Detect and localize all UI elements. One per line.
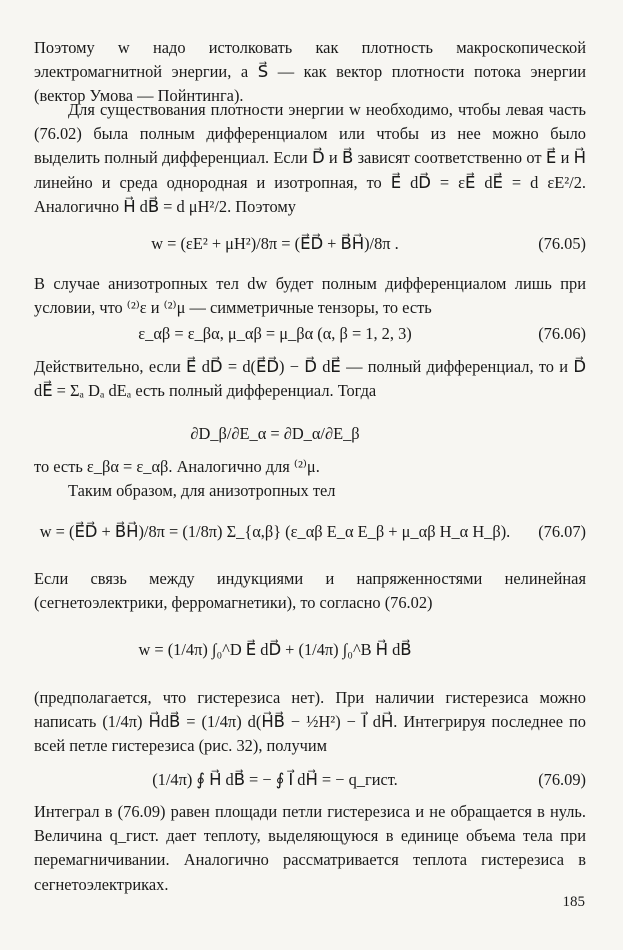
equation-76-05 [34,234,586,274]
paragraph-6: Таким образом, для анизотропных тел [68,481,336,500]
equation-nonlinear-energy [34,640,586,680]
paragraph-3: В случае анизотропных тел dw будет полным дифференциалом лишь при условии, что ⁽²⁾ε и ⁽²⁾μ — симметричные тензоры, то есть [34,274,586,318]
equation-formula: w = (1/4π) ∫₀^D E⃗ dD⃗ + (1/4π) ∫₀^B H⃗ dB⃗ [138,640,412,659]
equation-formula: ε_αβ = ε_βα, μ_αβ = μ_βα (α, β = 1, 2, 3) [138,324,412,343]
paragraph-9: Интеграл в (76.09) равен площади петли гистерезиса и не обращается в нуль. Величина q_гист. дает теплоту, выделяющуюся в единице объема тела при перемагничивании. Аналогично рассматривается теплота гистерезиса в сегнетоэлектриках. [34,802,586,894]
equation-number: (76.07) [538,522,586,541]
page-number: 185 [562,894,585,910]
equation-number: (76.09) [538,770,586,789]
paragraph-7: Если связь между индукциями и напряженностями нелинейная (сегнетоэлектрики, ферромагнетики), то согласно (76.02) [34,569,586,613]
paragraph-5: то есть ε_βα = ε_αβ. Аналогично для ⁽²⁾μ. [34,457,320,476]
paragraph-1: Поэтому w надо истолковать как плотность макроскопической электромагнитной энергии, а S⃗ — как вектор плотности потока энергии (вектор Умова — Пойнтинга). [34,38,586,106]
equation-formula: w = (E⃗D⃗ + B⃗H⃗)/8π = (1/8π) Σ_{α,β} (ε_αβ E_α E_β + μ_αβ H_α H_β). [39,522,511,541]
equation-76-07 [34,522,586,562]
equation-formula: ∂D_β/∂E_α = ∂D_α/∂E_β [190,424,360,443]
equation-number: (76.06) [538,324,586,343]
equation-formula: w = (εE² + μH²)/8π = (E⃗D⃗ + B⃗H⃗)/8π . [151,234,399,253]
equation-formula: (1/4π) ∮ H⃗ dB⃗ = − ∮ I⃗ dH⃗ = − q_гист. [152,770,398,789]
paragraph-2: Для существования плотности энергии w необходимо, чтобы левая часть (76.02) была полным дифференциалом или чтобы из нее можно было выделить полный дифференциал. Если D⃗ и B⃗ зависят соответственно от E⃗ и H⃗ линейно и среда однородная и изотропная, то E⃗ dD⃗ = εE⃗ dE⃗ = d εE²/2. Аналогично H⃗ dB⃗ = d μH²/2. Поэтому [34,100,586,216]
equation-number: (76.05) [538,234,586,253]
paragraph-8: (предполагается, что гистерезиса нет). При наличии гистерезиса можно написать (1/4π) H⃗dB⃗ = (1/4π) d(H⃗B⃗ − ½H²) − I⃗ dH⃗. Интегрируя последнее по всей петле гистерезиса (рис. 32), получим [34,688,586,756]
paragraph-4: Действительно, если E⃗ dD⃗ = d(E⃗D⃗) − D⃗ dE⃗ — полный дифференциал, то и D⃗ dE⃗ = Σₐ Dₐ dEₐ есть полный дифференциал. Тогда [34,357,586,401]
